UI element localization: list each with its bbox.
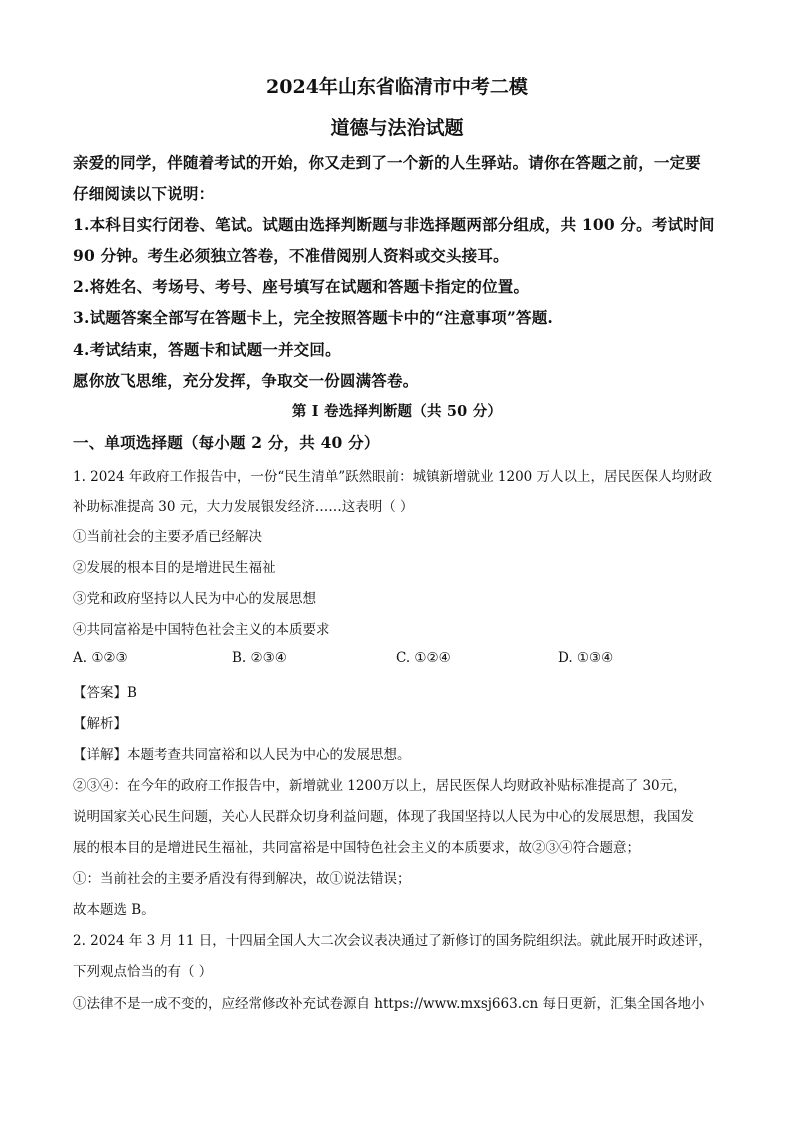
q1-option-b: B. ②③④	[232, 650, 287, 666]
intro-line-2: 仔细阅读以下说明：	[73, 184, 215, 203]
q1-statement-4: ④共同富裕是中国特色社会主义的本质要求	[73, 622, 330, 638]
instruction-1-line-2: 90 分钟。考生必须独立答卷，不准借阅别人资料或交头接耳。	[73, 246, 509, 265]
q1-analysis-label: 【解析】	[73, 716, 127, 732]
q1-detail	[73, 743, 733, 763]
q1-explanation-line-3: 展的根本目的是增进民生福祉，共同富裕是中国特色社会主义的本质要求，故②③④符合题意；	[73, 840, 640, 856]
q1-option-d: D. ①③④	[558, 650, 614, 666]
q1-explanation-2: ①：当前社会的主要矛盾没有得到解决，故①说法错误；	[73, 871, 411, 887]
q2-statement-1: ①法律不是一成不变的，应经常修改补充试卷源自 https://www.mxsj663.cn 每日更新，汇集全国各地小	[73, 996, 705, 1012]
q2-stem-line-1: 2. 2024 年 3 月 11 日，十四届全国人大二次会议表决通过了新修订的国务院组织法。就此展开时政述评，	[73, 933, 712, 949]
instruction-4: 4.考试结束，答题卡和试题一并交回。	[73, 340, 341, 359]
instruction-closing: 愿你放飞思维，充分发挥，争取交一份圆满答卷。	[73, 371, 419, 390]
q1-statement-3: ③党和政府坚持以人民为中心的发展思想	[73, 591, 316, 607]
q1-option-a: A. ①②③	[73, 650, 128, 666]
intro-line-1: 亲爱的同学，伴随着考试的开始，你又走到了一个新的人生驿站。请你在答题之前，一定要	[73, 153, 702, 172]
detail-text: 本题考查共同富裕和以人民为中心的发展思想。	[127, 747, 411, 763]
section-title: 第 I 卷选择判断题（共 50 分）	[291, 403, 503, 420]
q1-explanation-line-1: ②③④：在今年的政府工作报告中，新增就业 1200万以上，居民医保人均财政补贴标准提高了 30元，	[73, 778, 687, 794]
q1-answer	[73, 681, 733, 701]
instruction-1-line-1: 1.本科目实行闭卷、笔试。试题由选择判断题与非选择题两部分组成，共 100 分。考试时间	[73, 215, 715, 234]
answer-value: B	[127, 685, 137, 701]
q1-statement-2: ②发展的根本目的是增进民生福祉	[73, 560, 276, 576]
answer-label: 【答案】	[73, 685, 127, 701]
instruction-2: 2.将姓名、考场号、考号、座号填写在试题和答题卡指定的位置。	[73, 277, 530, 296]
part-heading: 一、单项选择题（每小题 2 分，共 40 分）	[73, 433, 380, 452]
q1-option-c: C. ①②④	[396, 650, 451, 666]
instruction-3: 3.试题答案全部写在答题卡上，完全按照答题卡中的“注意事项”答题.	[73, 308, 554, 327]
page-title: 2024年山东省临清市中考二模	[266, 76, 528, 98]
q1-explanation-line-2: 说明国家关心民生问题，关心人民群众切身利益问题，体现了我国坚持以人民为中心的发展思想，我国发	[73, 809, 694, 825]
page-subtitle: 道德与法治试题	[330, 117, 464, 139]
q2-stem-line-2: 下列观点恰当的有（ ）	[73, 964, 213, 980]
detail-label: 【详解】	[73, 747, 127, 763]
q1-statement-1: ①当前社会的主要矛盾已经解决	[73, 529, 262, 545]
q1-stem-line-1: 1. 2024 年政府工作报告中，一份“民生清单”跃然眼前：城镇新增就业 1200 万人以上，居民医保人均财政	[73, 469, 713, 485]
q1-conclusion: 故本题选 B。	[73, 902, 155, 918]
q1-stem-line-2: 补助标准提高 30 元，大力发展银发经济……这表明（ ）	[73, 499, 414, 515]
